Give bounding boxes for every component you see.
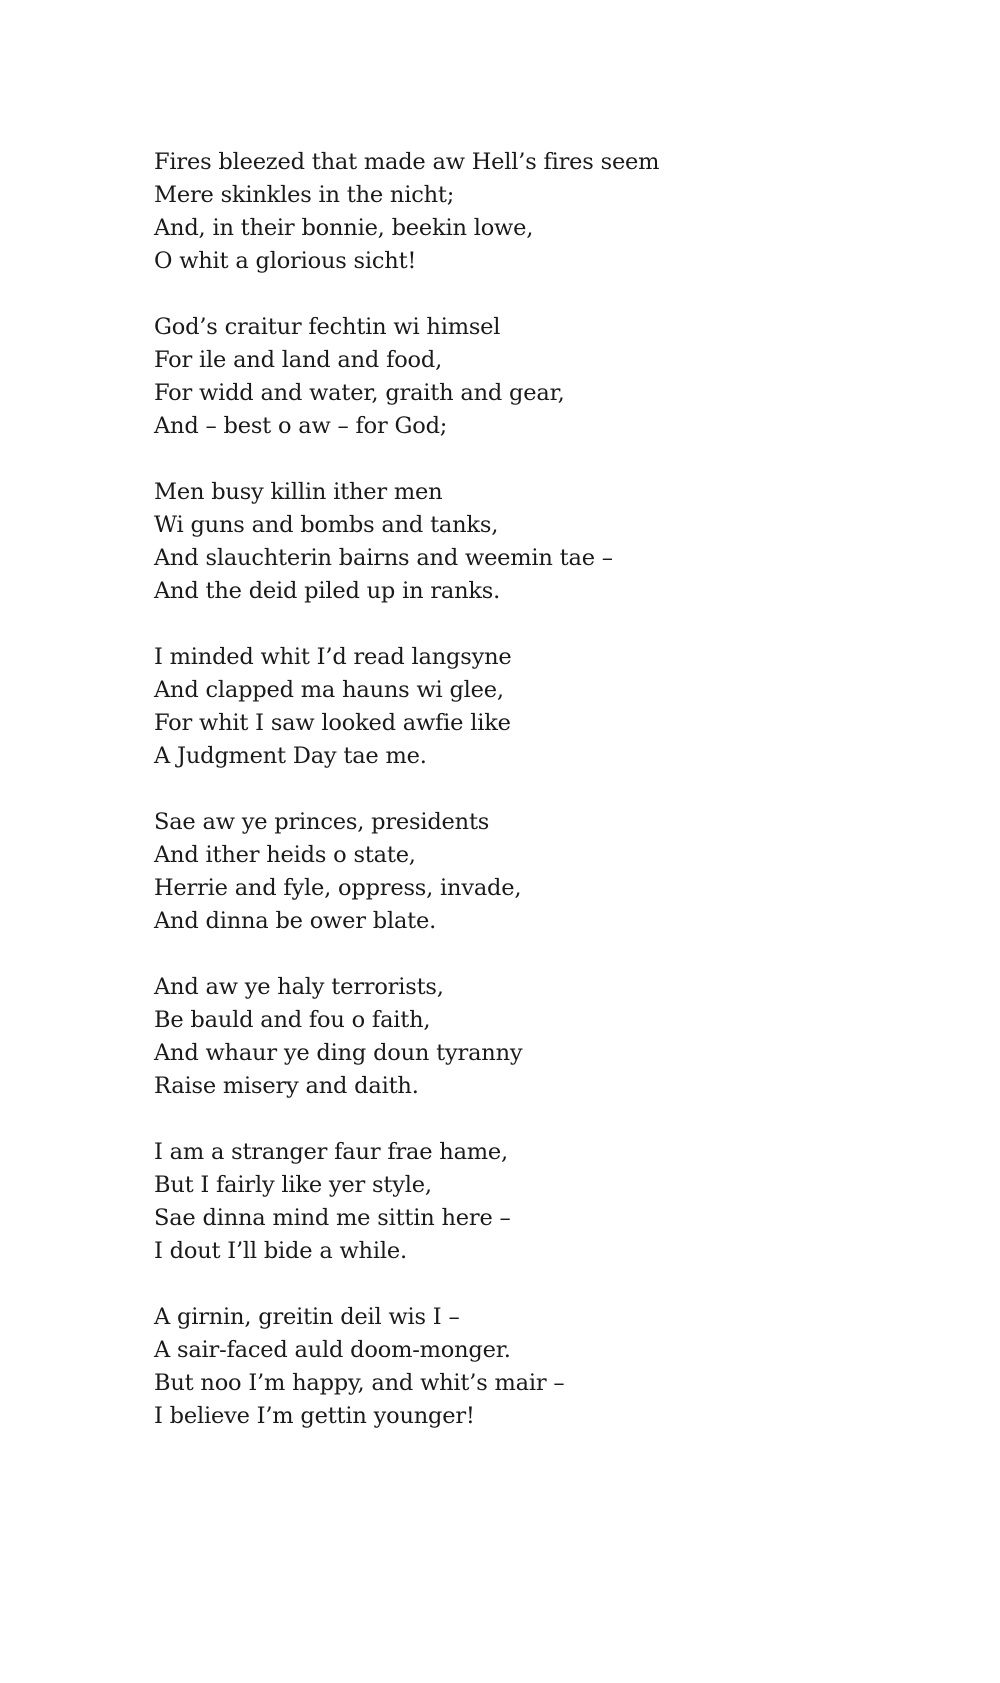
poem-line: A girnin, greitin deil wis I – (154, 1304, 460, 1330)
poem-body (154, 146, 914, 1466)
poem-line: O whit a glorious sicht! (154, 248, 417, 274)
poem-line: And – best o aw – for God; (154, 413, 448, 439)
stanza-1 (154, 146, 914, 278)
poem-line: But noo I’m happy, and whit’s mair – (154, 1370, 565, 1396)
poem-line: I minded whit I’d read langsyne (154, 644, 512, 670)
stanza-4 (154, 641, 914, 773)
poem-line: And dinna be ower blate. (154, 908, 437, 934)
poem-line: Sae aw ye princes, presidents (154, 809, 490, 835)
poem-line: And the deid piled up in ranks. (154, 578, 501, 604)
stanza-8 (154, 1301, 914, 1433)
poem-line: I believe I’m gettin younger! (154, 1403, 475, 1429)
poem-line: Sae dinna mind me sittin here – (154, 1205, 511, 1231)
poem-line: And ither heids o state, (154, 842, 416, 868)
poem-line: And clapped ma hauns wi glee, (154, 677, 504, 703)
poem-line: For ile and land and food, (154, 347, 443, 373)
poem-line: A sair-faced auld doom-monger. (154, 1337, 511, 1363)
poem-line: Herrie and fyle, oppress, invade, (154, 875, 522, 901)
poem-line: I am a stranger faur frae hame, (154, 1139, 508, 1165)
stanza-7 (154, 1136, 914, 1268)
poem-line: Men busy killin ither men (154, 479, 443, 505)
poem-line: I dout I’ll bide a while. (154, 1238, 407, 1264)
stanza-6 (154, 971, 914, 1103)
poem-line: And aw ye haly terrorists, (154, 974, 444, 1000)
stanza-3 (154, 476, 914, 608)
poem-line: And slauchterin bairns and weemin tae – (154, 545, 613, 571)
stanza-5 (154, 806, 914, 938)
poem-line: And, in their bonnie, beekin lowe, (154, 215, 534, 241)
poem-line: Raise misery and daith. (154, 1073, 419, 1099)
poem-line: For whit I saw looked awfie like (154, 710, 511, 736)
poem-line: God’s craitur fechtin wi himsel (154, 314, 501, 340)
poem-line: But I fairly like yer style, (154, 1172, 432, 1198)
poem-line: Mere skinkles in the nicht; (154, 182, 455, 208)
poem-line: Be bauld and fou o faith, (154, 1007, 431, 1033)
poem-line: For widd and water, graith and gear, (154, 380, 565, 406)
stanza-2 (154, 311, 914, 443)
poem-line: A Judgment Day tae me. (154, 743, 427, 769)
poem-line: Fires bleezed that made aw Hell’s fires seem (154, 149, 660, 175)
poem-line: Wi guns and bombs and tanks, (154, 512, 499, 538)
poem-line: And whaur ye ding doun tyranny (154, 1040, 523, 1066)
